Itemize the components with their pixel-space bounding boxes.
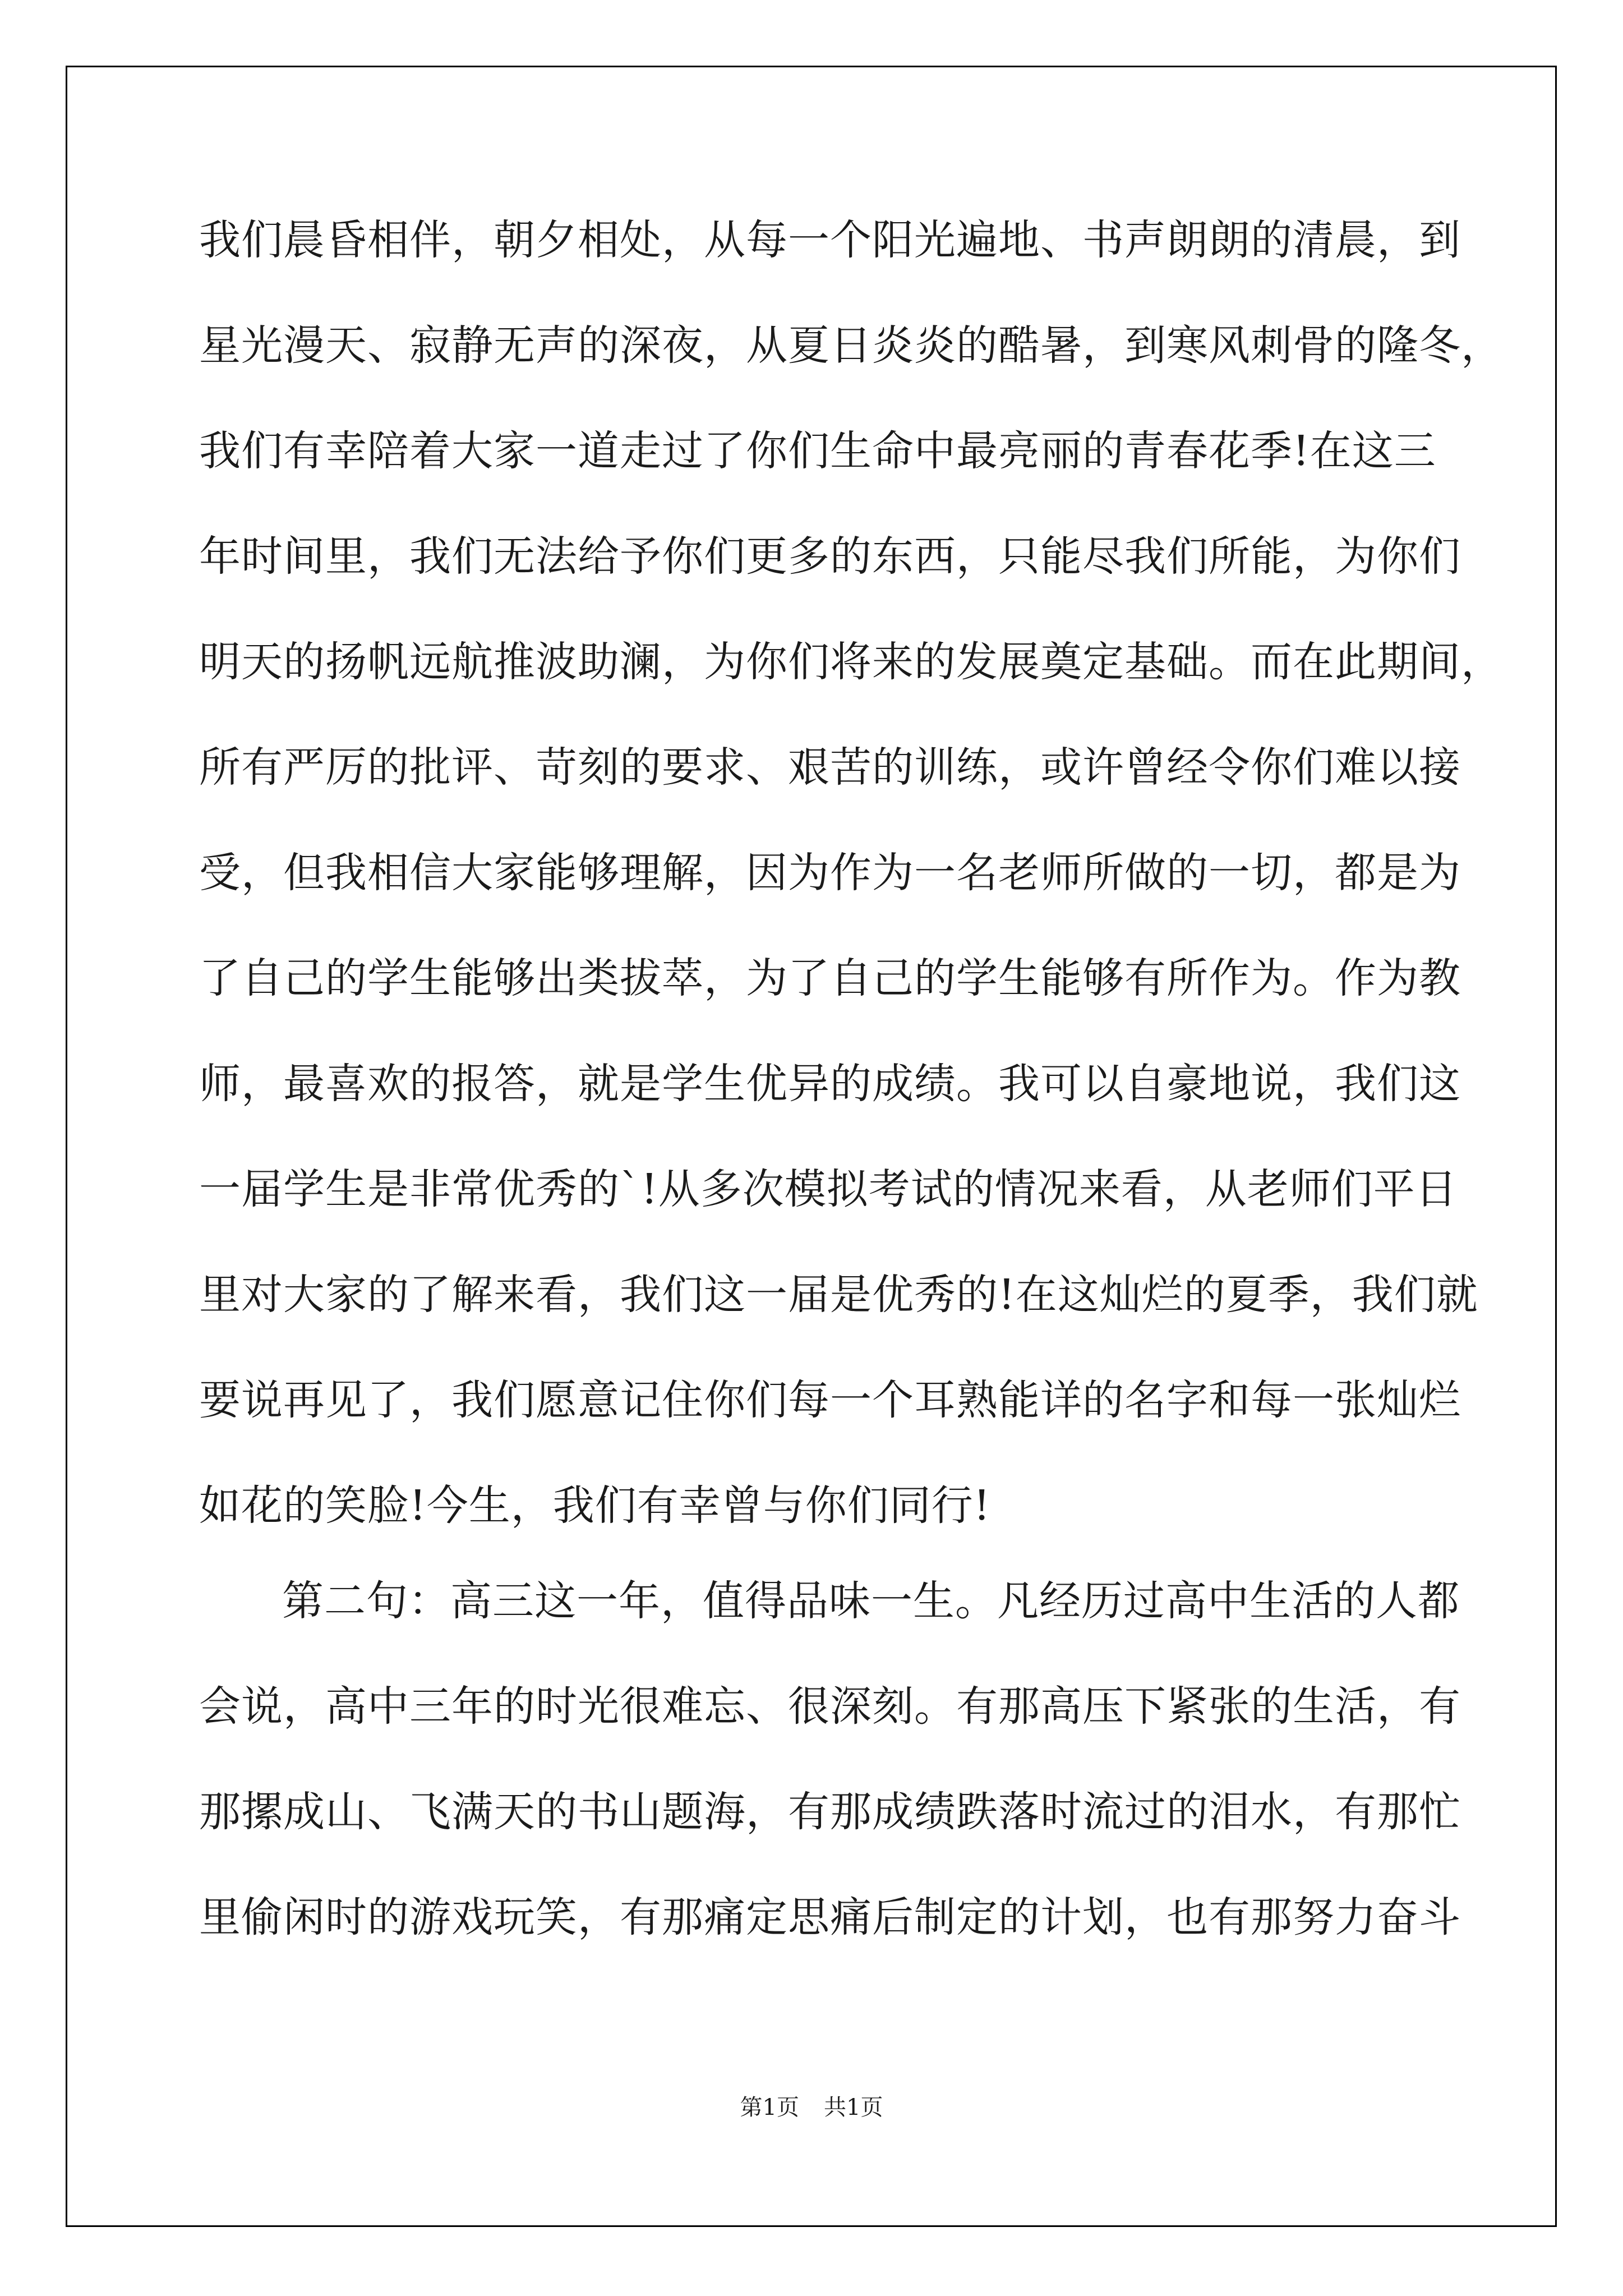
text-line: 受，但我相信大家能够理解，因为作为一名老师所做的一切，都是为 [199, 849, 1461, 897]
text-line: 那摞成山、飞满天的书山题海，有那成绩跌落时流过的泪水，有那忙 [199, 1788, 1461, 1836]
text-line: 师，最喜欢的报答，就是学生优异的成绩。我可以自豪地说，我们这 [199, 1060, 1461, 1108]
page-footer [0, 2090, 1623, 2122]
text-line: 星光漫天、寂静无声的深夜，从夏日炎炎的酷暑，到寒风刺骨的隆冬， [199, 321, 1503, 370]
text-line: 里对大家的了解来看，我们这一届是优秀的!在这灿烂的夏季，我们就 [199, 1271, 1478, 1319]
text-line: 里偷闲时的游戏玩笑，有那痛定思痛后制定的计划，也有那努力奋斗 [199, 1893, 1461, 1941]
text-line: 年时间里，我们无法给予你们更多的东西，只能尽我们所能，为你们 [199, 532, 1461, 581]
text-line: 要说再见了，我们愿意记住你们每一个耳熟能详的名字和每一张灿烂 [199, 1376, 1461, 1424]
document-body [199, 212, 1503, 1995]
text-line: 我们有幸陪着大家一道走过了你们生命中最亮丽的青春花季!在这三 [199, 427, 1436, 475]
text-line: 我们晨昏相伴，朝夕相处，从每一个阳光遍地、书声朗朗的清晨，到 [199, 216, 1461, 264]
paragraph-start-line: 第二句：高三这一年，值得品味一生。凡经历过高中生活的人都 [282, 1577, 1460, 1625]
text-line: 如花的笑脸!今生，我们有幸曾与你们同行! [199, 1481, 991, 1530]
text-line: 会说，高中三年的时光很难忘、很深刻。有那高压下紧张的生活，有 [199, 1682, 1461, 1731]
total-pages: 共1页 [824, 2095, 883, 2120]
text-line: 所有严厉的批评、苛刻的要求、艰苦的训练，或许曾经令你们难以接 [199, 743, 1461, 792]
text-line: 一届学生是非常优秀的`!从多次模拟考试的情况来看，从老师们平日 [199, 1165, 1458, 1213]
text-line: 明天的扬帆远航推波助澜，为你们将来的发展奠定基础。而在此期间， [199, 638, 1503, 686]
page-number: 第1页 [740, 2095, 799, 2120]
text-line: 了自己的学生能够出类拔萃，为了自己的学生能够有所作为。作为教 [199, 954, 1461, 1002]
